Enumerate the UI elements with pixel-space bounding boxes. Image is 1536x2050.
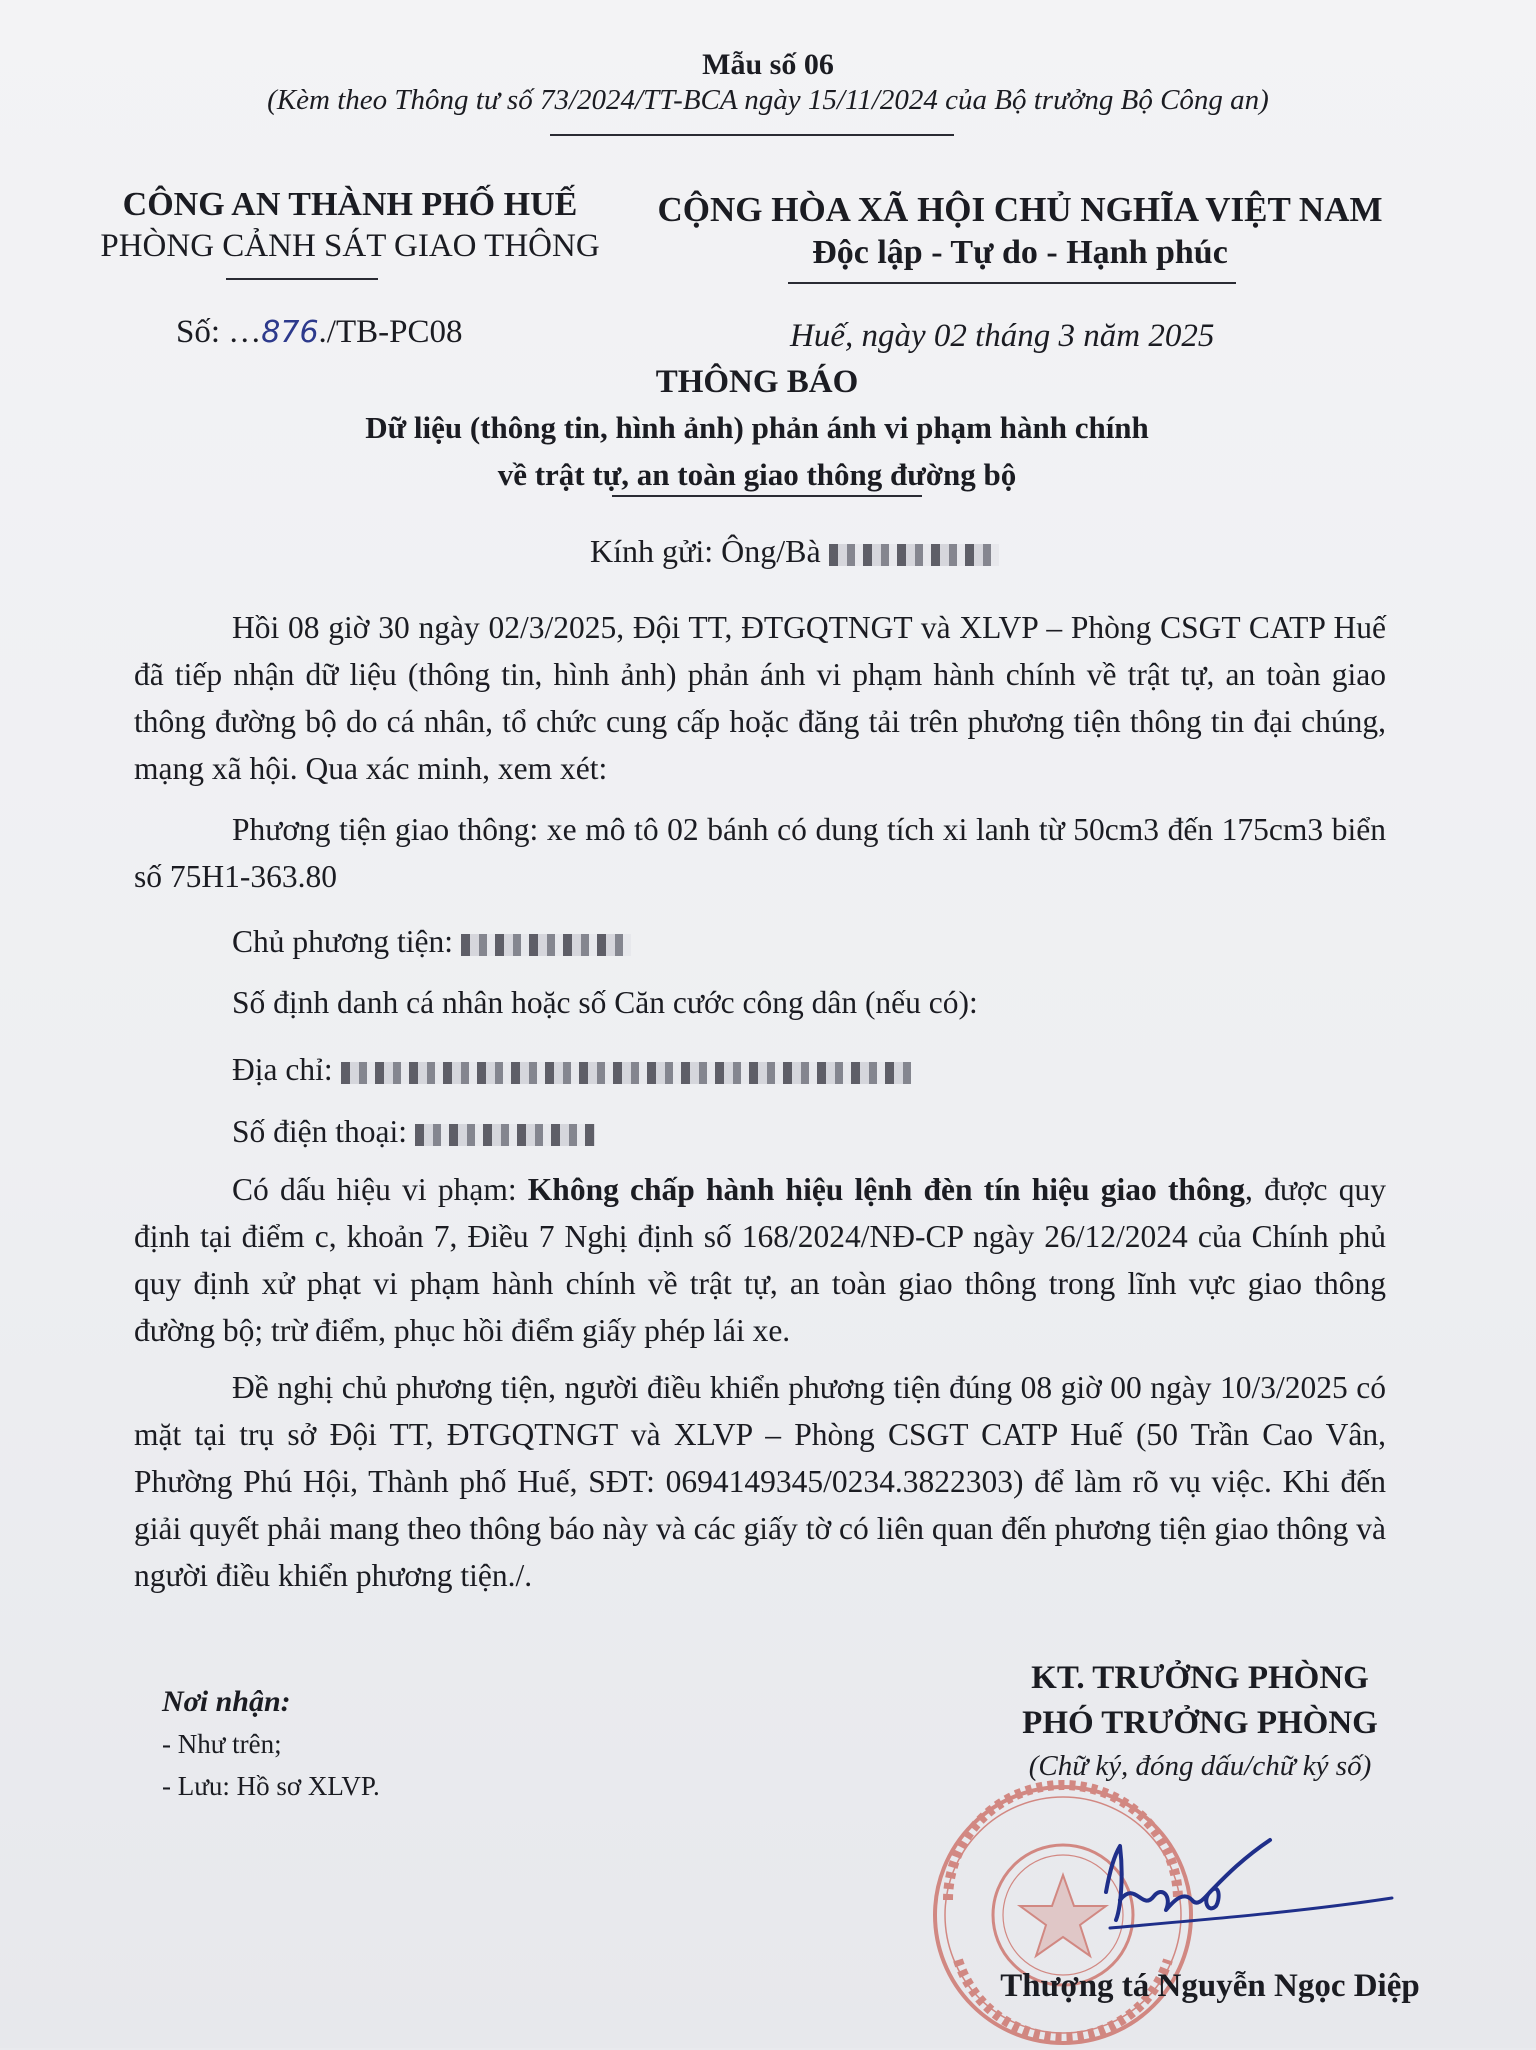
paragraph-vehicle [134, 806, 1386, 900]
document-number [176, 314, 463, 351]
country-name: CỘNG HÒA XÃ HỘI CHỦ NGHĨA VIỆT NAM [657, 190, 1383, 229]
document-subtitle-line1: Dữ liệu (thông tin, hình ảnh) phản ánh vi phạm hành chính [365, 410, 1149, 445]
motto-rule [788, 282, 1236, 284]
agency-department: PHÒNG CẢNH SÁT GIAO THÔNG [100, 228, 600, 264]
redacted-phone [415, 1124, 595, 1146]
violation-legal-basis: , được quy định tại điểm c, khoản 7, Điều 7 Nghị định số 168/2024/NĐ-CP ngày 26/12/2024 của Chính phủ quy định xử phạt vi phạm hành chính về trật tự, an toàn giao thông trong lĩnh vực giao thông đường bộ; trừ điểm, phục hồi điểm giấy phép lái xe. [134, 1172, 1387, 1348]
document-subtitle-line2: về trật tự, an toàn giao thông đường bộ [497, 457, 1017, 492]
owner-field [232, 924, 631, 960]
signature-note: (Chữ ký, đóng dấu/chữ ký số) [1028, 1750, 1372, 1782]
doc-number-prefix: Số: … [176, 314, 262, 350]
signature-title-line2: PHÓ TRƯỞNG PHÒNG [1022, 1705, 1378, 1741]
signer-name: Thượng tá Nguyễn Ngọc Diệp [1000, 1968, 1420, 2004]
violation-prefix: Có dấu hiệu vi phạm: [232, 1172, 528, 1207]
paragraph-receipt-text: Hồi 08 giờ 30 ngày 02/3/2025, Đội TT, ĐTGQTNGT và XLVP – Phòng CSGT CATP Huế đã tiếp nhận dữ liệu (thông tin, hình ảnh) phản ánh vi phạm hành chính về trật tự, an toàn giao thông đường bộ do cá nhân, tổ chức cung cấp hoặc đăng tải trên phương tiện thông tin đại chúng, mạng xã hội. Qua xác minh, xem xét: [134, 610, 1386, 786]
id-label: Số định danh cá nhân hoặc số Căn cước công dân (nếu có): [232, 985, 978, 1020]
redacted-owner [461, 934, 631, 956]
recipient-item: - Lưu: Hồ sơ XLVP. [162, 1771, 380, 1801]
addressee [590, 533, 999, 570]
redacted-address [341, 1062, 911, 1084]
phone-label: Số điện thoại: [232, 1114, 407, 1149]
paragraph-violation [134, 1166, 1386, 1354]
violation-name: Không chấp hành hiệu lệnh đèn tín hiệu giao thông [527, 1172, 1245, 1207]
id-field [232, 985, 978, 1021]
paragraph-receipt [134, 604, 1386, 792]
recipient-item: - Như trên; [162, 1729, 282, 1759]
document-title: THÔNG BÁO [655, 364, 859, 400]
address-label: Địa chỉ: [232, 1052, 333, 1087]
agency-rule [226, 278, 378, 280]
address-field [232, 1052, 911, 1088]
redacted-name [829, 544, 999, 566]
agency-name: CÔNG AN THÀNH PHỐ HUẾ [122, 186, 578, 223]
title-rule [612, 495, 922, 497]
addressee-label: Kính gửi: Ông/Bà [590, 533, 821, 569]
date-line: Huế, ngày 02 tháng 3 năm 2025 [790, 318, 1215, 354]
country-motto: Độc lập - Tự do - Hạnh phúc [812, 234, 1228, 271]
paragraph-request-text: Đề nghị chủ phương tiện, người điều khiển phương tiện đúng 08 giờ 00 ngày 10/3/2025 có mặt tại trụ sở Đội TT, ĐTGQTNGT và XLVP – Phòng CSGT CATP Huế (50 Trần Cao Vân, Phường Phú Hội, Thành phố Huế, SĐT: 0694149345/0234.3822303) để làm rõ vụ việc. Khi đến giải quyết phải mang theo thông báo này và các giấy tờ có liên quan đến phương tiện giao thông và người điều khiển phương tiện./. [134, 1370, 1386, 1593]
handwritten-signature-icon [1080, 1800, 1400, 1950]
doc-number-suffix: ./TB-PC08 [318, 314, 463, 350]
doc-number-handwritten: 876 [261, 315, 319, 350]
form-note: (Kèm theo Thông tư số 73/2024/TT-BCA ngày 15/11/2024 của Bộ trưởng Bộ Công an) [267, 84, 1269, 116]
phone-field [232, 1114, 595, 1150]
paragraph-vehicle-text: Phương tiện giao thông: xe mô tô 02 bánh có dung tích xi lanh từ 50cm3 đến 175cm3 biển số 75H1-363.80 [134, 812, 1386, 894]
recipients-heading: Nơi nhận: [162, 1685, 291, 1718]
form-number: Mẫu số 06 [702, 48, 834, 81]
owner-label: Chủ phương tiện: [232, 924, 453, 959]
paragraph-violation-text [134, 1166, 1386, 1354]
header-rule [550, 134, 954, 136]
signature-title-line1: KT. TRƯỞNG PHÒNG [1031, 1660, 1369, 1696]
paragraph-request [134, 1364, 1386, 1599]
